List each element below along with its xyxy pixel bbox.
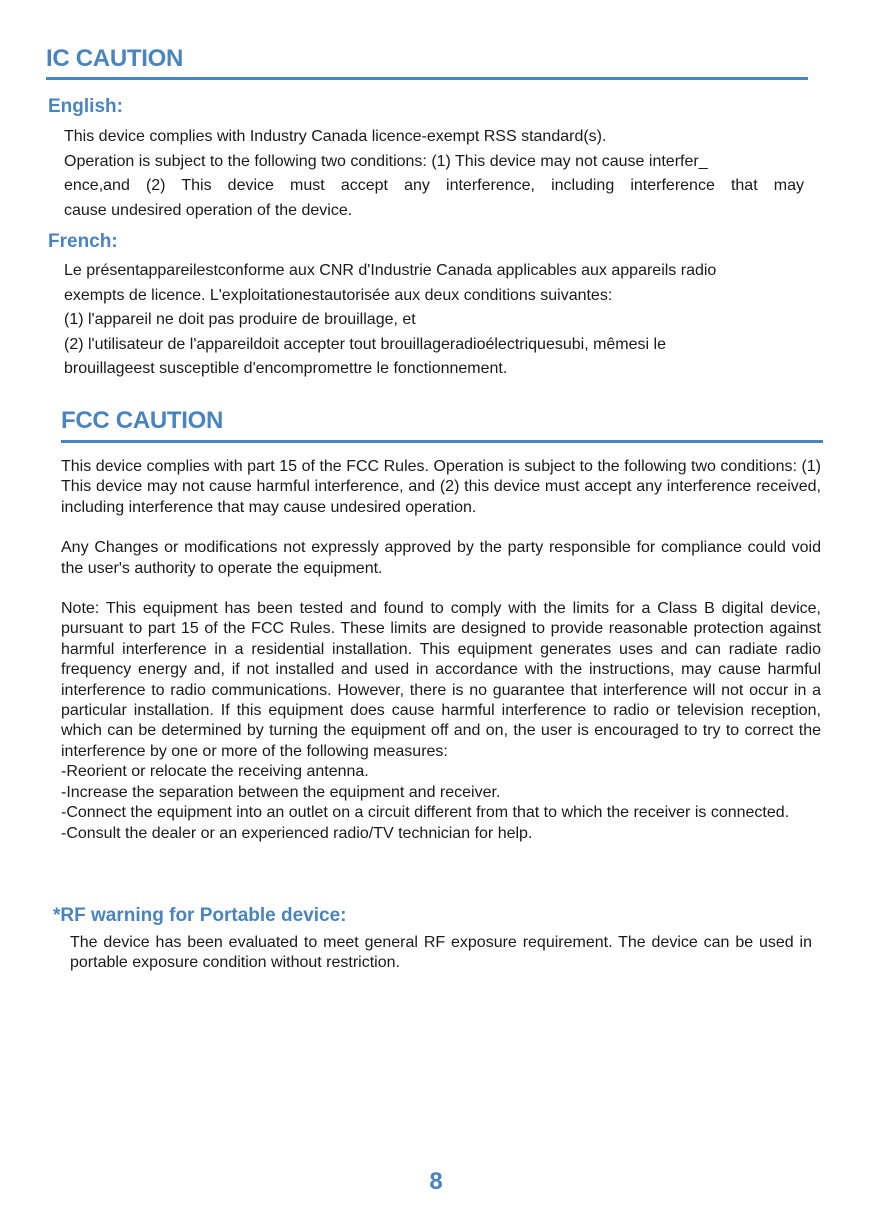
french-line: (2) l'utilisateur de l'appareildoit accepter tout brouillageradioélectriquesubi, mêmesi le: [64, 335, 666, 353]
fcc-body: [61, 457, 821, 844]
fcc-title-rule: [61, 440, 823, 443]
french-label: French:: [48, 231, 118, 252]
fcc-measure: -Consult the dealer or an experienced radio/TV technician for help.: [61, 824, 533, 842]
fcc-measure: -Increase the separation between the equipment and receiver.: [61, 783, 501, 801]
rf-warning-body: [70, 933, 812, 974]
english-line: cause undesired operation of the device.: [64, 201, 353, 219]
fcc-measure: -Reorient or relocate the receiving antenna.: [61, 763, 369, 781]
english-line: ence,and (2) This device must accept any interference, including interference that may: [64, 177, 804, 194]
english-text: [64, 125, 804, 223]
fcc-paragraph-1: This device complies with part 15 of the FCC Rules. Operation is subject to the following two conditions: (1) This device may not cause harmful interference, and (2) this device must accept any interference received, including interference that may cause undesired operation.: [61, 458, 821, 516]
page-number: 8: [429, 1168, 443, 1195]
rf-warning-title: *RF warning for Portable device:: [53, 905, 347, 926]
fcc-paragraph-2: Any Changes or modifications not expressly approved by the party responsible for compliance could void the user's authority to operate the equipment.: [61, 539, 821, 577]
fcc-paragraph-3: Note: This equipment has been tested and found to comply with the limits for a Class B digital device, pursuant to part 15 of the FCC Rules. These limits are designed to provide reasonable protection against harmful interference in a residential installation. This equipment generates uses and can radiate radio frequency energy and, if not installed and used in accordance with the instructions, may cause harmful interference to radio communications. However, there is no guarantee that interference will not occur in a particular installation. If this equipment does cause harmful interference to radio or television reception, which can be determined by turning the equipment off and on, the user is encouraged to try to correct the interference by one or more of the following measures:: [61, 600, 821, 760]
french-line: Le présentappareilestconforme aux CNR d'Industrie Canada applicables aux appareils radio: [64, 262, 717, 279]
english-label: English:: [48, 96, 123, 117]
english-line: Operation is subject to the following two conditions: (1) This device may not cause interfer_: [64, 152, 708, 170]
fcc-measure: -Connect the equipment into an outlet on a circuit different from that to which the receiver is connected.: [61, 804, 790, 822]
ic-caution-title: IC CAUTION: [46, 45, 183, 72]
french-line: (1) l'appareil ne doit pas produire de brouillage, et: [64, 311, 416, 328]
french-text: [64, 259, 824, 382]
ic-title-rule: [46, 77, 808, 80]
french-line: exempts de licence. L'exploitationestautorisée aux deux conditions suivantes:: [64, 286, 613, 304]
fcc-caution-title: FCC CAUTION: [61, 407, 224, 434]
french-line: brouillageest susceptible d'encompromettre le fonctionnement.: [64, 360, 508, 377]
english-line: This device complies with Industry Canada licence-exempt RSS standard(s).: [64, 128, 607, 145]
rf-warning-text: The device has been evaluated to meet general RF exposure requirement. The device can be used in portable exposure condition without restriction.: [70, 934, 812, 972]
